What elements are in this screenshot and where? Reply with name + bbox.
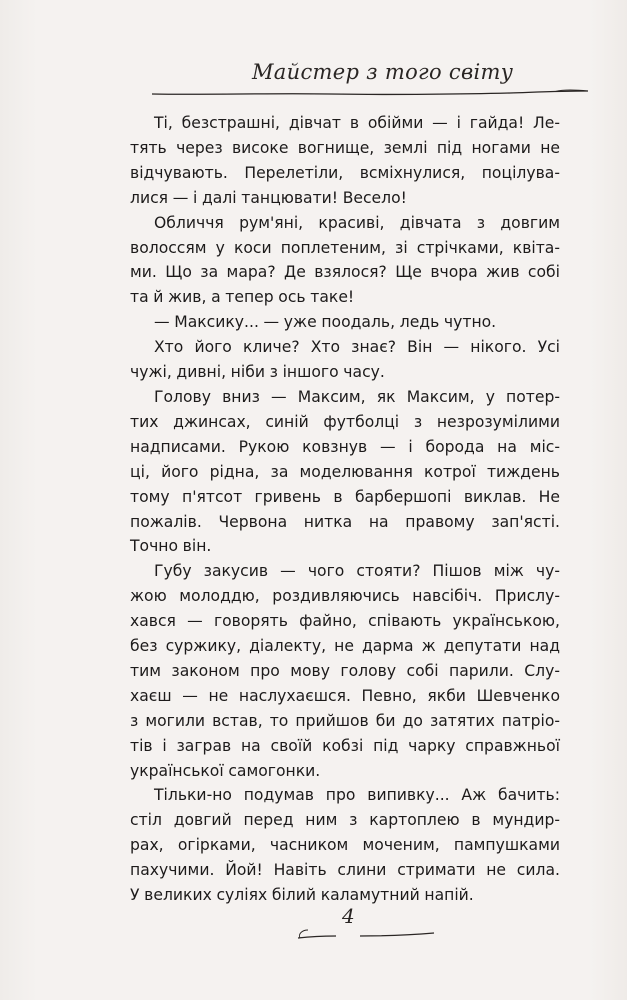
paragraph xyxy=(130,335,560,385)
text-line: тів і заграв на своїй кобзі під чарку справжньої xyxy=(130,736,560,755)
header-flourish xyxy=(150,88,590,100)
text-line: пожалів. Червона нитка на правому зап'ясті. xyxy=(130,512,560,531)
paragraph xyxy=(130,111,560,211)
footer-flourish xyxy=(296,916,436,946)
paragraph xyxy=(130,783,560,908)
text-line: стіл довгий перед ним з картоплею в мундир- xyxy=(130,811,560,830)
text-line: Точно він. xyxy=(130,537,212,556)
text-line: тому п'ятсот гривень в барбершопі виклав. Не xyxy=(130,487,560,506)
paragraph xyxy=(130,211,560,311)
paragraph xyxy=(130,385,560,559)
text-line: Ті, безстрашні, дівчат в обійми — і гайда! Ле- xyxy=(154,114,560,132)
text-line: лися — і далі танцювати! Весело! xyxy=(130,188,407,207)
text-line: хався — говорять файно, співають українською, xyxy=(130,612,560,631)
text-line: чужі, дивні, ніби з іншого часу. xyxy=(130,363,385,382)
text-line: без суржику, діалекту, не дарма ж депутати над xyxy=(130,637,560,656)
text-line: тим законом про мову голову собі парили. Слу- xyxy=(130,661,560,680)
page-number: 4 xyxy=(342,904,355,928)
text-line: з могили встав, то прийшов би до затятих патріо- xyxy=(130,711,560,730)
text-line: відчувають. Перелетіли, всміхнулися, поцілува- xyxy=(130,163,560,182)
text-line: У великих суліях білий каламутний напій. xyxy=(130,886,474,905)
text-line: Обличчя рум'яні, красиві, дівчата з довгим xyxy=(154,213,560,232)
text-line: Тільки-но подумав про випивку... Аж бачить: xyxy=(154,786,560,805)
main-text xyxy=(130,111,560,908)
text-line: надписами. Рукою ковзнув — і борода на міс- xyxy=(130,437,560,456)
paragraph xyxy=(130,310,560,335)
running-header xyxy=(150,58,590,98)
page-footer xyxy=(296,902,436,952)
text-line: тих джинсах, синій футболці з незрозумілими xyxy=(130,412,560,431)
text-line: ці, його рідна, за моделювання котрої тиждень xyxy=(130,462,560,481)
text-line: волоссям у коси поплетеним, зі стрічками, квіта- xyxy=(130,238,560,257)
text-line: та й жив, а тепер ось таке! xyxy=(130,288,355,307)
text-line: тять через високе вогнище, землі під ногами не xyxy=(130,138,560,157)
text-line: ми. Що за мара? Де взялося? Ще вчора жив собі xyxy=(130,263,560,282)
text-line: української самогонки. xyxy=(130,761,321,780)
text-line: Губу закусив — чого стояти? Пішов між чу- xyxy=(154,562,560,581)
text-line: пахучими. Йой! Навіть слини стримати не сила. xyxy=(130,861,560,880)
text-line: рах, огірками, часником моченим, пампушками xyxy=(130,836,560,855)
text-line: Голову вниз — Максим, як Максим, у потер- xyxy=(154,387,560,406)
text-line: жою молоддю, роздивляючись навсібіч. Прислу- xyxy=(130,587,560,606)
text-line: Хто його кличе? Хто знає? Він — нікого. Усі xyxy=(154,338,560,357)
text-line: — Максику... — уже поодаль, ледь чутно. xyxy=(154,313,497,332)
text-line: хаєш — не наслухаєшся. Певно, якби Шевченко xyxy=(130,686,560,705)
paragraph xyxy=(130,559,560,783)
book-title: Майстер з того світу xyxy=(252,60,514,84)
